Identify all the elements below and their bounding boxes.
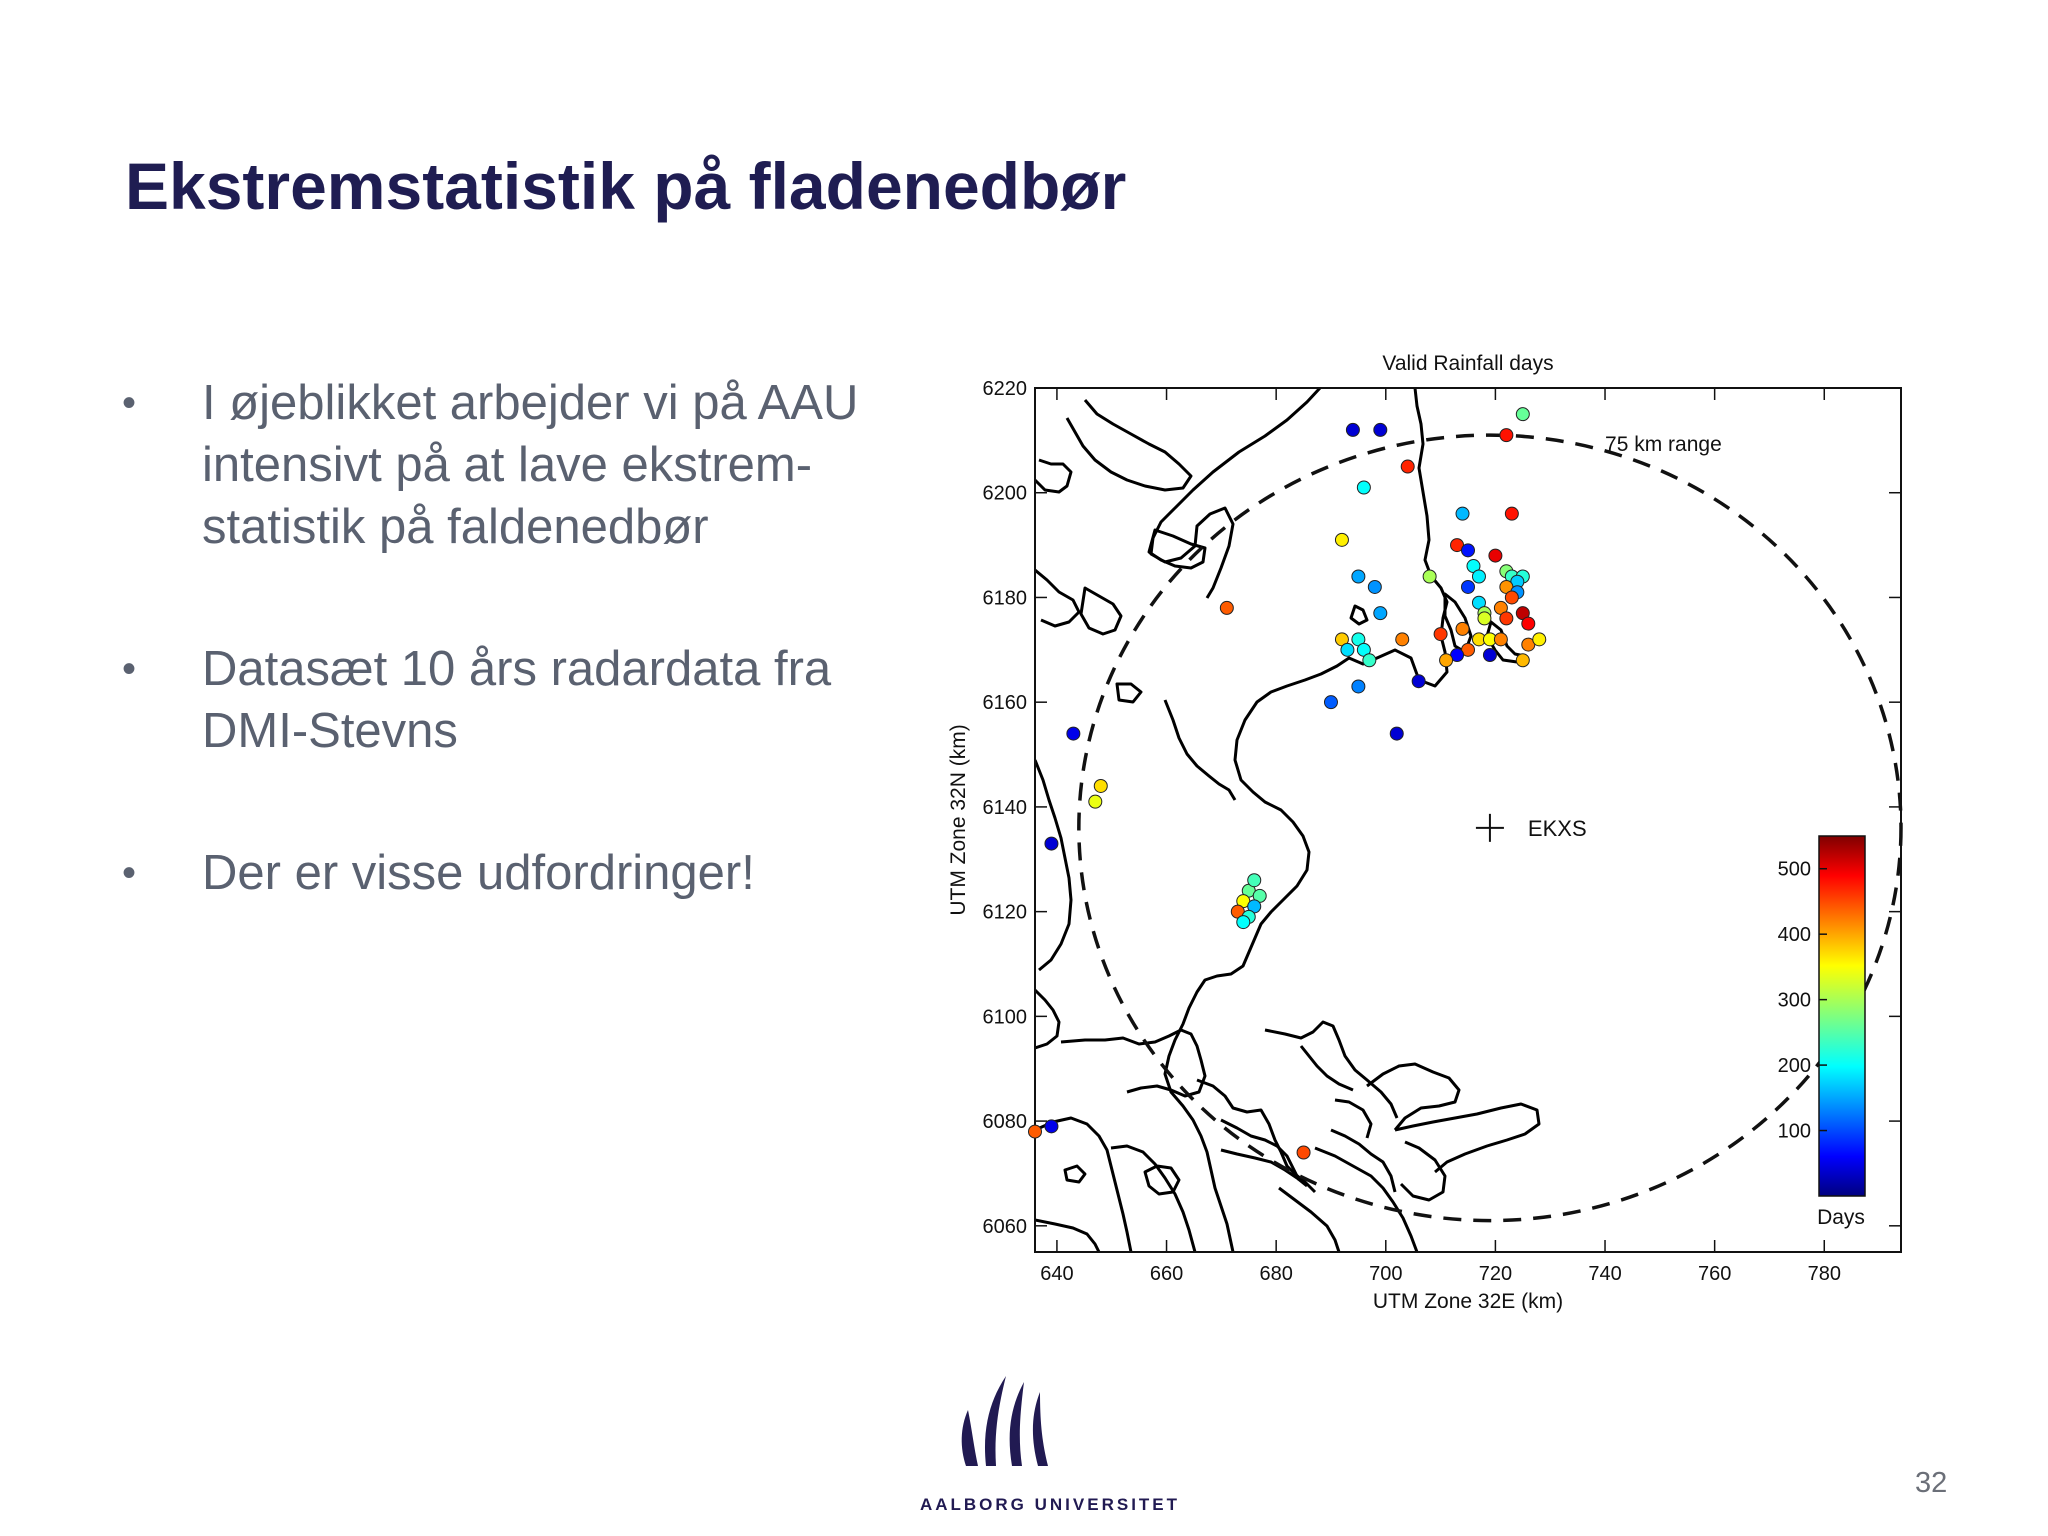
rain-station-point — [1067, 727, 1080, 740]
rain-station-point — [1335, 533, 1348, 546]
colorbar-tick-label: 400 — [1777, 924, 1811, 947]
x-tick-label: 640 — [1040, 1263, 1074, 1285]
y-axis-ticks — [983, 378, 1902, 1238]
rain-station-point — [1401, 460, 1414, 473]
page-number: 32 — [1915, 1467, 1948, 1499]
y-tick-label: 6160 — [982, 692, 1027, 715]
rain-station-point — [1516, 654, 1529, 667]
radar-label: EKXS — [1527, 815, 1587, 841]
colorbar-tick-label: 300 — [1777, 989, 1811, 1012]
rain-station-point — [1094, 779, 1107, 792]
rain-station-point — [1456, 622, 1469, 635]
x-tick-label: 660 — [1149, 1263, 1184, 1285]
rain-station-point — [1237, 916, 1250, 929]
rain-station-point — [1374, 423, 1387, 436]
rain-station-point — [1500, 429, 1513, 442]
rain-station-point — [1516, 408, 1529, 421]
colorbar-tick-label: 100 — [1777, 1120, 1811, 1143]
rain-station-point — [1500, 612, 1513, 625]
rainfall-days-map-chart — [935, 340, 1915, 1330]
x-tick-label: 720 — [1478, 1263, 1513, 1285]
bullet-dot: • — [122, 851, 137, 895]
x-axis-label: UTM Zone 32E (km) — [1372, 1290, 1564, 1313]
rain-station-point — [1483, 649, 1496, 662]
chart-title: Valid Rainfall days — [1382, 352, 1554, 375]
aau-logo — [920, 1370, 1180, 1520]
rain-station-point — [1390, 727, 1403, 740]
bullet-text: Der er visse udfordringer! — [202, 846, 755, 900]
x-tick-label: 760 — [1697, 1263, 1732, 1285]
rain-station-point — [1324, 696, 1337, 709]
rain-station-point — [1505, 507, 1518, 520]
rain-station-point — [1489, 549, 1502, 562]
bullet-text: I øjeblikket arbejder vi på AAU intensivt på at lave ekstrem-statistik på faldenedbør — [202, 376, 859, 554]
bullet-item — [120, 842, 920, 904]
rain-station-point — [1045, 837, 1058, 850]
rain-station-point — [1045, 1120, 1058, 1133]
rain-station-point — [1089, 795, 1102, 808]
x-tick-label: 700 — [1369, 1263, 1403, 1285]
data-points — [1029, 408, 1546, 1159]
aau-logo-mark — [962, 1376, 1048, 1466]
rain-station-point — [1456, 507, 1469, 520]
y-tick-label: 6220 — [982, 378, 1027, 400]
rain-station-point — [1440, 654, 1453, 667]
rain-station-point — [1462, 580, 1475, 593]
radar-marker — [1476, 814, 1504, 842]
rain-station-point — [1462, 544, 1475, 557]
bullet-dot: • — [122, 647, 137, 691]
rain-station-point — [1423, 570, 1436, 583]
aau-logo-text: AALBORG UNIVERSITET — [920, 1495, 1180, 1514]
bullet-text: Datasæt 10 års radardata fra DMI-Stevns — [202, 642, 832, 758]
y-tick-label: 6100 — [982, 1006, 1027, 1029]
rain-station-point — [1478, 612, 1491, 625]
slide-title: Ekstremstatistik på fladenedbør — [125, 149, 1127, 223]
colorbar-tick-label: 200 — [1777, 1055, 1811, 1078]
rain-station-point — [1434, 628, 1447, 641]
rain-station-point — [1248, 874, 1261, 887]
y-tick-label: 6140 — [982, 796, 1027, 819]
rain-station-point — [1368, 580, 1381, 593]
y-tick-label: 6060 — [982, 1215, 1027, 1238]
colorbar-tick-label: 500 — [1777, 858, 1811, 881]
y-tick-label: 6200 — [982, 482, 1027, 505]
rain-station-point — [1352, 570, 1365, 583]
x-tick-label: 680 — [1259, 1263, 1293, 1285]
rain-station-point — [1533, 633, 1546, 646]
colorbar-label: Days — [1817, 1206, 1865, 1229]
radar-range-label: 75 km range — [1605, 432, 1722, 456]
rain-station-point — [1505, 591, 1518, 604]
rain-station-point — [1363, 654, 1376, 667]
rain-station-point — [1029, 1125, 1042, 1138]
rain-station-point — [1346, 423, 1359, 436]
bullet-dot: • — [122, 381, 137, 425]
rain-station-point — [1396, 633, 1409, 646]
x-tick-label: 780 — [1807, 1263, 1841, 1285]
rain-station-point — [1472, 570, 1485, 583]
y-tick-label: 6120 — [982, 901, 1027, 924]
y-tick-label: 6080 — [982, 1111, 1027, 1134]
bullet-item — [120, 372, 920, 558]
y-tick-label: 6180 — [982, 587, 1027, 610]
rain-station-point — [1494, 633, 1507, 646]
rain-station-point — [1220, 601, 1233, 614]
rain-station-point — [1341, 643, 1354, 656]
y-axis-label: UTM Zone 32N (km) — [947, 724, 970, 916]
rain-station-point — [1357, 481, 1370, 494]
bullet-item — [120, 638, 920, 762]
rain-station-point — [1412, 675, 1425, 688]
bullet-list — [120, 372, 920, 984]
rain-station-point — [1522, 617, 1535, 630]
colorbar — [1819, 836, 1865, 1196]
x-tick-label: 740 — [1588, 1263, 1622, 1285]
rain-station-point — [1297, 1146, 1310, 1159]
rain-station-point — [1374, 607, 1387, 620]
rain-station-point — [1352, 680, 1365, 693]
